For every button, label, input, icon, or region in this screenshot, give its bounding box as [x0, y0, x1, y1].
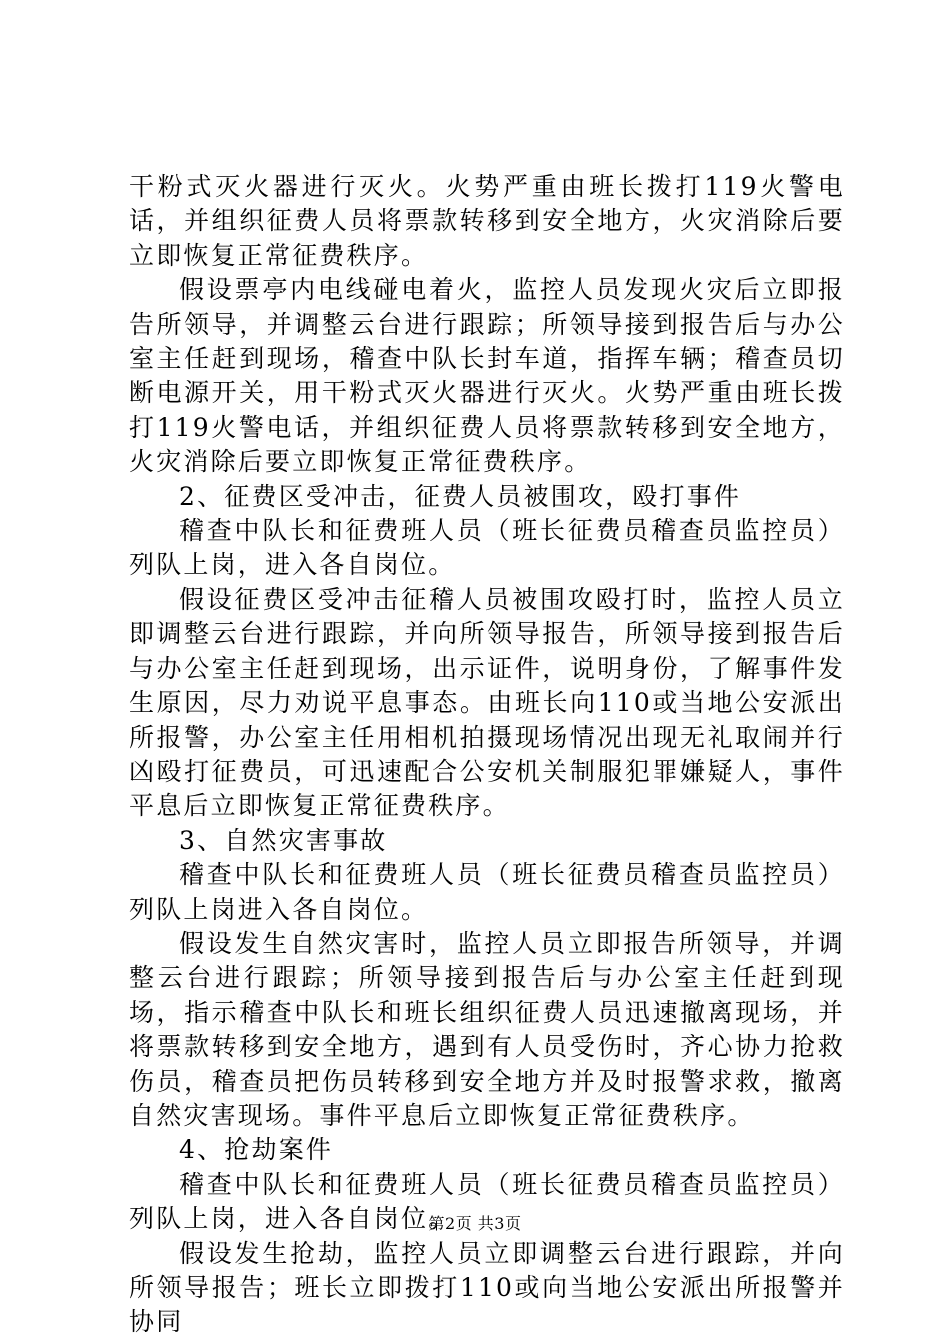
paragraph-7: 稽查中队长和征费班人员（班长征费员稽查员监控员）列队上岗进入各自岗位。: [129, 860, 845, 924]
paragraph-8: 假设发生自然灾害时，监控人员立即报告所领导，并调整云台进行跟踪；所领导接到报告后与办公室主任赶到现场，指示稽查中队长和班长组织征费人员迅速撤离现场，并将票款转移到安全地方，遇到有人员受伤时，齐心协力抢救伤员，稽查员把伤员转移到安全地方并及时报警求救，撤离自然灾害现场。事件平息后立即恢复正常征费秩序。: [129, 928, 845, 1130]
page-footer: [0, 1214, 950, 1234]
paragraph-2: 假设票亭内电线碰电着火，监控人员发现火灾后立即报告所领导，并调整云台进行跟踪；所领导接到报告后与办公室主任赶到现场，稽查中队长封车道，指挥车辆；稽查员切断电源开关，用干粉式灭火器进行灭火。火势严重由班长拨打119火警电话，并组织征费人员将票款转移到安全地方，火灾消除后要立即恢复正常征费秩序。: [129, 275, 845, 477]
section-heading-2: 2、征费区受冲击，征费人员被围攻，殴打事件: [179, 481, 742, 511]
paragraph-4: 稽查中队长和征费班人员（班长征费员稽查员监控员）列队上岗，进入各自岗位。: [129, 516, 845, 580]
paragraph-10: 稽查中队长和征费班人员（班长征费员稽查员监控员）列队上岗，进入各自岗位。: [129, 1169, 845, 1234]
paragraph-5: 假设征费区受冲击征稽人员被围攻殴打时，监控人员立即调整云台进行跟踪，并向所领导报告，所领导接到报告后与办公室主任赶到现场，出示证件，说明身份，了解事件发生原因，尽力劝说平息事态。由班长向110或当地公安派出所报警，办公室主任用相机拍摄现场情况出现无礼取闹并行凶殴打征费员，可迅速配合公安机关制服犯罪嫌疑人，事件平息后立即恢复正常征费秩序。: [129, 584, 845, 821]
section-heading-4: 4、抢劫案件: [179, 1135, 334, 1165]
paragraph-11: 假设发生抢劫，监控人员立即调整云台进行跟踪，并向所领导报告；班长立即拨打110或向当地公安派出所报警并协同: [129, 1238, 845, 1337]
paragraph-1: 干粉式灭火器进行灭火。火势严重由班长拨打119火警电话，并组织征费人员将票款转移到安全地方，火灾消除后要立即恢复正常征费秩序。: [129, 172, 845, 270]
section-heading-3: 3、自然灾害事故: [179, 825, 388, 855]
page-number-label: 第2页 共3页: [428, 1214, 522, 1233]
document-body: [129, 170, 845, 1340]
